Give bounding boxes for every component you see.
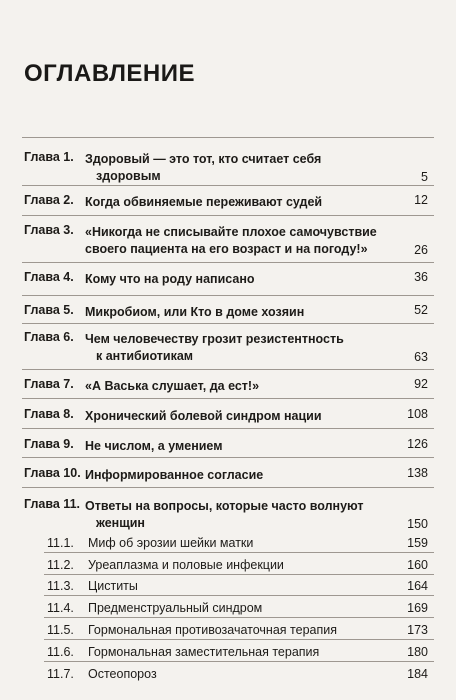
chapter-title-line: Микробиом, или Кто в доме хозяин — [85, 305, 305, 319]
separator-line — [22, 369, 434, 370]
chapter-title-line: Кому что на роду написано — [85, 272, 255, 286]
separator-line — [44, 552, 434, 553]
subsection-number: 11.2. — [47, 558, 74, 572]
chapter-title-line: Ответы на вопросы, которые часто волнуют — [85, 499, 364, 513]
chapter-title-line: женщин — [96, 516, 145, 530]
chapter-title-line: Не числом, а умением — [85, 439, 223, 453]
chapter-label: Глава 8. — [24, 407, 74, 421]
subsection-number: 11.4. — [47, 601, 74, 615]
chapter-label: Глава 9. — [24, 437, 74, 451]
subsection-page-number: 164 — [407, 579, 428, 593]
separator-line — [22, 137, 434, 138]
subsection-number: 11.7. — [47, 667, 74, 681]
chapter-label: Глава 1. — [24, 150, 74, 164]
subsection-page-number: 173 — [407, 623, 428, 637]
chapter-label: Глава 3. — [24, 223, 74, 237]
chapter-label: Глава 7. — [24, 377, 74, 391]
chapter-title-line: Хронический болевой синдром нации — [85, 409, 322, 423]
chapter-page-number: 92 — [414, 377, 428, 391]
subsection-page-number: 160 — [407, 558, 428, 572]
separator-line — [44, 617, 434, 618]
subsection-title: Уреаплазма и половые инфекции — [88, 558, 284, 572]
chapter-page-number: 26 — [414, 243, 428, 257]
page-title: ОГЛАВЛЕНИЕ — [24, 60, 196, 87]
chapter-page-number: 36 — [414, 270, 428, 284]
chapter-page-number: 63 — [414, 350, 428, 364]
subsection-page-number: 159 — [407, 536, 428, 550]
separator-line — [22, 487, 434, 488]
subsection-title: Предменструальный синдром — [88, 601, 263, 615]
chapter-title-line: своего пациента на его возраст и на погоду!» — [85, 242, 368, 256]
separator-line — [22, 295, 434, 296]
subsection-page-number: 184 — [407, 667, 428, 681]
subsection-title: Миф об эрозии шейки матки — [88, 536, 254, 550]
chapter-page-number: 108 — [407, 407, 428, 421]
subsection-number: 11.5. — [47, 623, 74, 637]
separator-line — [22, 457, 434, 458]
chapter-page-number: 150 — [407, 517, 428, 531]
separator-line — [22, 428, 434, 429]
subsection-number: 11.6. — [47, 645, 74, 659]
separator-line — [44, 574, 434, 575]
chapter-label: Глава 11. — [24, 497, 80, 511]
chapter-title-line: Чем человечеству грозит резистентность — [85, 332, 344, 346]
chapter-title-line: к антибиотикам — [96, 349, 194, 363]
chapter-page-number: 52 — [414, 303, 428, 317]
separator-line — [44, 595, 434, 596]
chapter-title-line: Когда обвиняемые переживают судей — [85, 195, 323, 209]
chapter-title-line: Здоровый — это тот, кто считает себя — [85, 152, 322, 166]
separator-line — [22, 215, 434, 216]
separator-line — [44, 661, 434, 662]
separator-line — [22, 398, 434, 399]
subsection-page-number: 169 — [407, 601, 428, 615]
chapter-label: Глава 10. — [24, 466, 81, 480]
subsection-number: 11.3. — [47, 579, 74, 593]
subsection-number: 11.1. — [47, 536, 74, 550]
separator-line — [22, 262, 434, 263]
subsection-title: Гормональная противозачаточная терапия — [88, 623, 337, 637]
chapter-title-line: Информированное согласие — [85, 468, 264, 482]
chapter-page-number: 12 — [414, 193, 428, 207]
separator-line — [44, 639, 434, 640]
chapter-page-number: 138 — [407, 466, 428, 480]
separator-line — [22, 185, 434, 186]
chapter-title-line: «А Васька слушает, да ест!» — [85, 379, 260, 393]
chapter-label: Глава 2. — [24, 193, 74, 207]
chapter-label: Глава 6. — [24, 330, 74, 344]
subsection-title: Остеопороз — [88, 667, 157, 681]
subsection-page-number: 180 — [407, 645, 428, 659]
chapter-page-number: 5 — [421, 170, 428, 184]
chapter-label: Глава 4. — [24, 270, 74, 284]
subsection-title: Гормональная заместительная терапия — [88, 645, 320, 659]
chapter-page-number: 126 — [407, 437, 428, 451]
separator-line — [22, 323, 434, 324]
chapter-title-line: «Никогда не списывайте плохое самочувствие — [85, 225, 377, 239]
chapter-label: Глава 5. — [24, 303, 74, 317]
chapter-title-line: здоровым — [96, 169, 161, 183]
subsection-title: Циститы — [88, 579, 138, 593]
